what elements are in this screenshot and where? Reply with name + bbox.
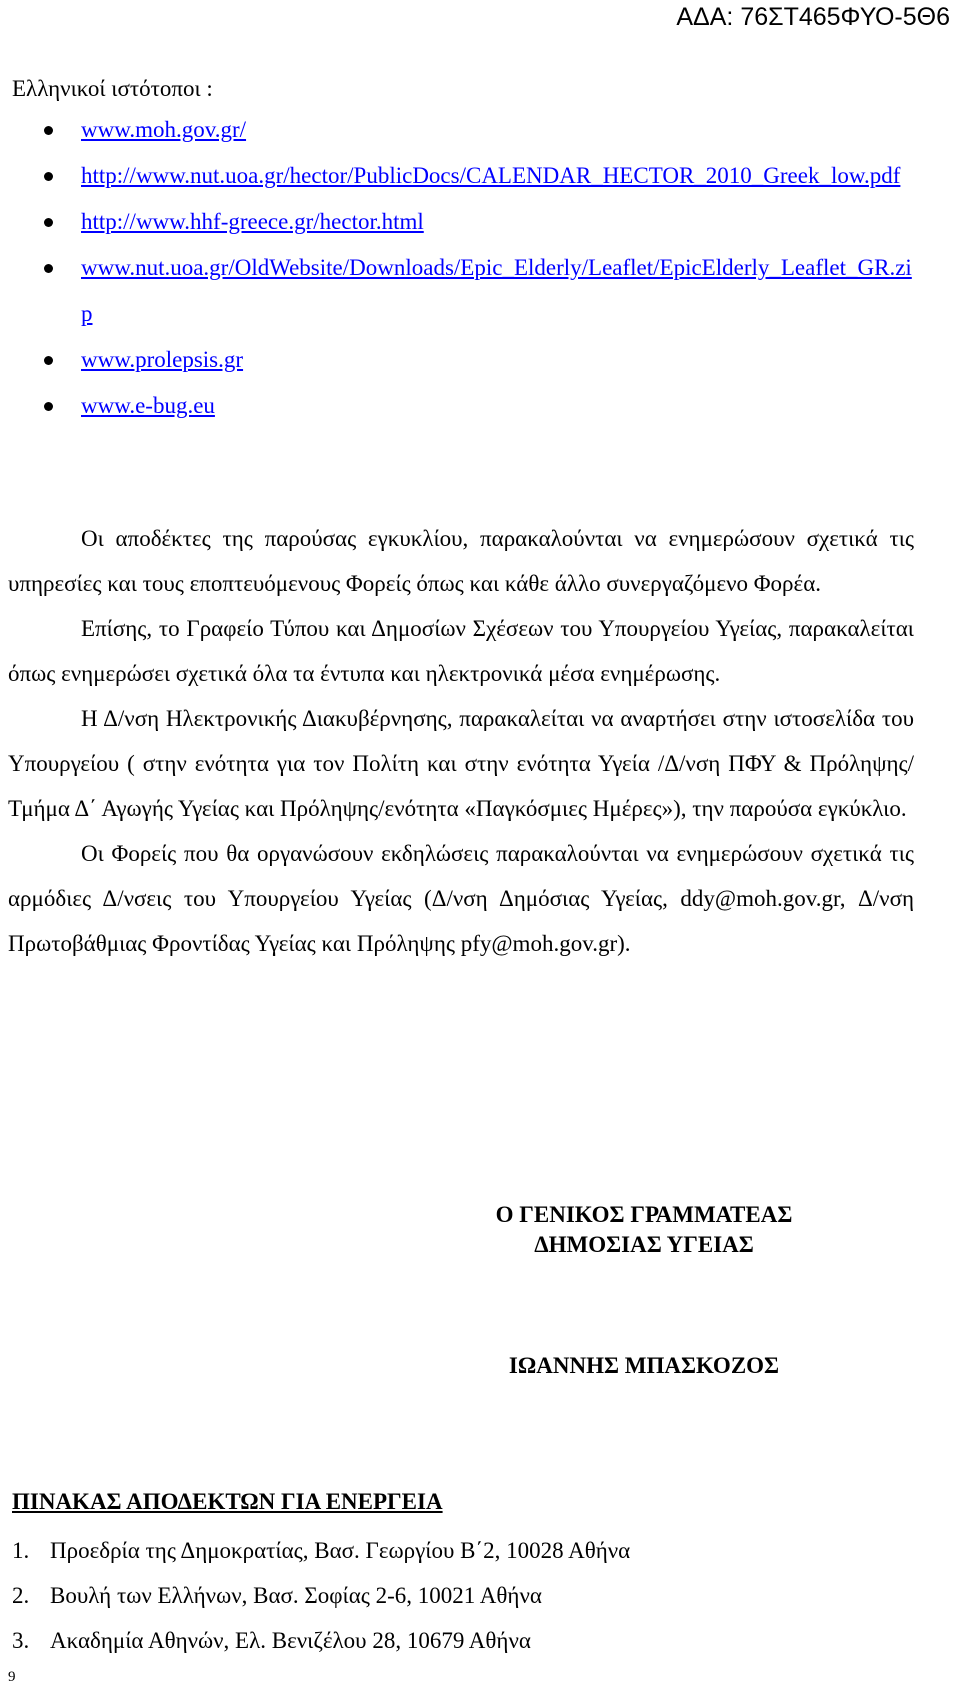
list-item — [8, 383, 914, 429]
websites-list — [8, 107, 914, 429]
list-item — [8, 199, 914, 245]
signatory-title-line: Ο ΓΕΝΙΚΟΣ ΓΡΑΜΜΑΤΕΑΣ — [495, 1202, 793, 1227]
bullet-icon — [44, 356, 53, 365]
website-link[interactable]: www.nut.uoa.gr/OldWebsite/Downloads/Epic_Elderly/Leaflet/EpicElderly_Leaflet_GR.zip — [81, 255, 912, 326]
paragraph-recipients-inform: Οι αποδέκτες της παρούσας εγκυκλίου, παρακαλούνται να ενημερώσουν σχετικά τις υπηρεσίες και τους εποπτευόμενους Φορείς όπως και κάθε άλλο συνεργαζόμενο Φορέα. — [8, 526, 914, 596]
list-item — [8, 337, 914, 383]
website-link[interactable]: http://www.hhf-greece.gr/hector.html — [81, 209, 424, 234]
bullet-icon — [44, 402, 53, 411]
list-item — [12, 1528, 912, 1573]
list-item — [8, 107, 914, 153]
ada-code: ΑΔΑ: 76ΣΤ465ΦΥΟ-5Θ6 — [676, 3, 950, 31]
bullet-icon — [44, 126, 53, 135]
body-text — [8, 516, 914, 966]
website-link[interactable]: www.e-bug.eu — [81, 393, 215, 418]
recipients-table-title: ΠΙΝΑΚΑΣ ΑΠΟΔΕΚΤΩΝ ΓΙΑ ΕΝΕΡΓΕΙΑ — [12, 1489, 443, 1514]
bullet-icon — [44, 218, 53, 227]
list-item — [12, 1573, 912, 1618]
signatory-title — [466, 1200, 822, 1260]
list-item — [8, 245, 914, 337]
item-number: 1. — [12, 1538, 30, 1563]
website-link[interactable]: www.prolepsis.gr — [81, 347, 244, 372]
signatory-name: ΙΩΑΝΝΗΣ ΜΠΑΣΚΟΖΟΣ — [508, 1353, 780, 1378]
paragraph-e-government: Η Δ/νση Ηλεκτρονικής Διακυβέρνησης, παρακαλείται να αναρτήσει στην ιστοσελίδα του Υπουργείου ( στην ενότητα για τον Πολίτη και στην ενότητα Υγεία /Δ/νση ΠΦΥ & Πρόληψης/Τμήμα Δ΄ Αγωγής Υγείας και Πρόληψης/ενότητα «Παγκόσμιες Ημέρες»), την παρούσα εγκύκλιο. — [8, 706, 914, 821]
paragraph-events-contact: Οι Φορείς που θα οργανώσουν εκδηλώσεις παρακαλούνται να ενημερώσουν σχετικά τις αρμόδιες Δ/νσεις του Υπουργείου Υγείας (Δ/νση Δημόσιας Υγείας, ddy@moh.gov.gr, Δ/νση Πρωτοβάθμιας Φροντίδας Υγείας και Πρόληψης pfy@moh.gov.gr). — [8, 841, 914, 956]
paragraph-press-office: Επίσης, το Γραφείο Τύπου και Δημοσίων Σχέσεων του Υπουργείου Υγείας, παρακαλείται όπως ενημερώσει σχετικά όλα τα έντυπα και ηλεκτρονικά μέσα ενημέρωσης. — [8, 616, 914, 686]
recipient-text: Βουλή των Ελλήνων, Βασ. Σοφίας 2-6, 10021 Αθήνα — [50, 1583, 542, 1608]
recipient-text: Ακαδημία Αθηνών, Ελ. Βενιζέλου 28, 10679 Αθήνα — [50, 1628, 531, 1653]
bullet-icon — [44, 172, 53, 181]
recipients-list — [12, 1528, 912, 1663]
page-number: 9 — [8, 1669, 16, 1685]
item-number: 2. — [12, 1583, 30, 1608]
item-number: 3. — [12, 1628, 30, 1653]
website-link[interactable]: www.moh.gov.gr/ — [81, 117, 247, 142]
signatory-title-line: ΔΗΜΟΣΙΑΣ ΥΓΕΙΑΣ — [534, 1232, 754, 1257]
list-item — [12, 1618, 912, 1663]
bullet-icon — [44, 264, 53, 273]
greek-websites-heading: Ελληνικοί ιστότοποι : — [12, 76, 213, 101]
website-link[interactable]: http://www.nut.uoa.gr/hector/PublicDocs/CALENDAR_HECTOR_2010_Greek_low.pdf — [81, 163, 901, 188]
recipient-text: Προεδρία της Δημοκρατίας, Βασ. Γεωργίου Β΄2, 10028 Αθήνα — [50, 1538, 631, 1563]
list-item — [8, 153, 914, 199]
